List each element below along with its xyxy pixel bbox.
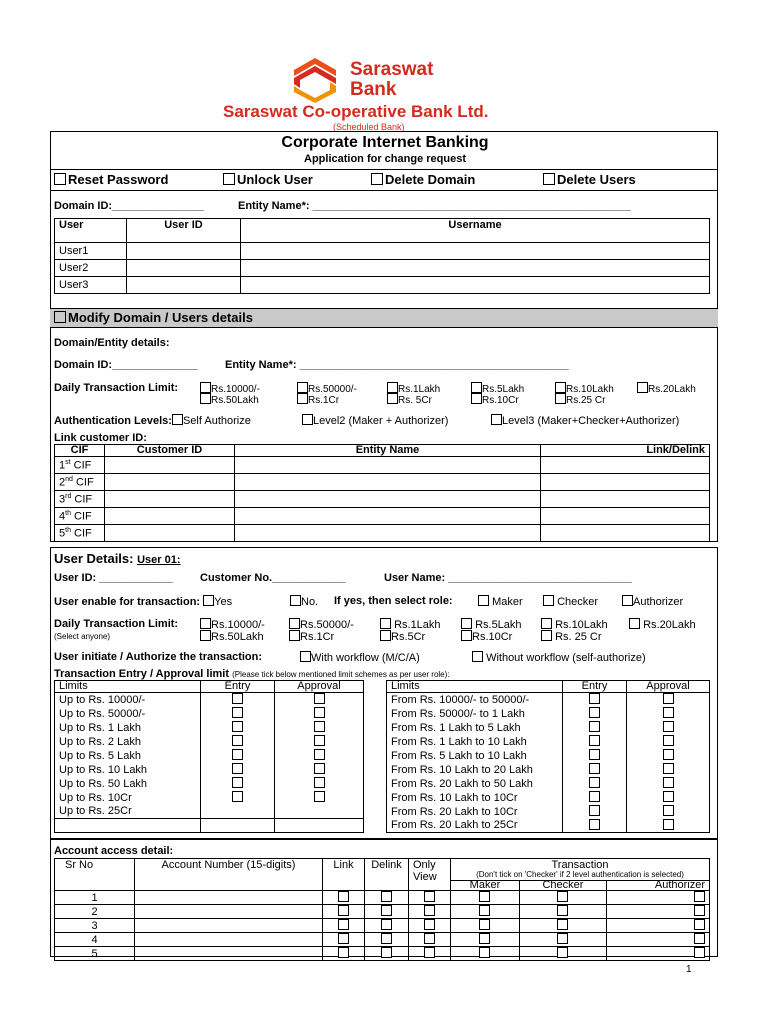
link-checkbox[interactable] (338, 919, 349, 930)
limit-option[interactable]: Rs.20Lakh (629, 618, 696, 631)
modify-domain-checkbox[interactable] (54, 311, 66, 323)
domain-id-field[interactable]: Domain ID:_______________ (54, 200, 204, 212)
table-row: 4 (55, 933, 135, 947)
table-row: From Rs. 20 Lakh to 10Cr (387, 805, 563, 819)
entry-checkbox[interactable] (589, 777, 600, 788)
table-row: Up to Rs. 50000/- (55, 707, 201, 721)
user-details-heading: User Details: User 01: (54, 551, 181, 566)
table-row: From Rs. 20 Lakh to 50 Lakh (387, 777, 563, 791)
with-workflow-option[interactable]: With workflow (M/C/A) (300, 651, 420, 664)
account-table (54, 858, 710, 961)
only-view-checkbox[interactable] (424, 947, 435, 958)
right-limits-table (386, 680, 710, 833)
auth-levels-label: Authentication Levels: (54, 415, 172, 427)
modify-daily-limit-label: Daily Transaction Limit: (54, 382, 179, 394)
table-row: 5 (55, 947, 135, 961)
approval-checkbox[interactable] (314, 791, 325, 802)
limit-option[interactable]: Rs.5Cr (380, 630, 425, 643)
authorizer-checkbox[interactable] (694, 919, 705, 930)
limits-col-header: Limits (387, 681, 563, 693)
limit-option[interactable]: Rs.1Lakh (380, 618, 441, 631)
delete-users-checkbox[interactable] (543, 173, 555, 185)
table-row: 2 (55, 905, 135, 919)
approval-col-header: Approval (275, 681, 364, 693)
approval-checkbox[interactable] (663, 721, 674, 732)
role-checker-option[interactable]: Checker (543, 595, 598, 608)
approval-checkbox[interactable] (663, 693, 674, 704)
approval-checkbox[interactable] (314, 735, 325, 746)
delete-domain-option[interactable]: Delete Domain (371, 172, 475, 187)
cif-table (54, 444, 710, 542)
link-checkbox[interactable] (338, 933, 349, 944)
approval-checkbox[interactable] (663, 791, 674, 802)
transaction-col-header: Transaction (Don't tick on 'Checker' if 2 level authentication is selected) (451, 859, 710, 881)
level2-option[interactable]: Level2 (Maker + Authorizer) (302, 414, 448, 427)
entity-name-field[interactable]: Entity Name*: ____________________________________________________ (238, 200, 631, 212)
entry-col-header: Entry (563, 681, 627, 693)
table-row: From Rs. 5 Lakh to 10 Lakh (387, 749, 563, 763)
entry-checkbox[interactable] (589, 693, 600, 704)
user-table (54, 218, 710, 294)
checker-checkbox[interactable] (557, 891, 568, 902)
userid-col-header: User ID (127, 219, 241, 243)
modify-entity-name-field[interactable]: Entity Name*: ____________________________________________ (225, 359, 569, 371)
entity-name-col-header: Entity Name (235, 445, 541, 457)
table-row: Up to Rs. 50 Lakh (55, 777, 201, 791)
user-id-field[interactable]: User ID: ____________ (54, 572, 173, 584)
bank-name-line2: Bank (350, 79, 397, 100)
select-anyone-note: (Select anyone) (54, 632, 111, 641)
table-row: Up to Rs. 10000/- (55, 693, 201, 707)
only-view-checkbox[interactable] (424, 891, 435, 902)
limit-option[interactable]: Rs. 25 Cr (541, 630, 602, 643)
limit-option[interactable]: Rs.25 Cr (555, 393, 605, 406)
modify-domain-option[interactable]: Modify Domain / Users details (54, 310, 253, 325)
self-authorize-checkbox[interactable] (172, 414, 183, 425)
limit-option[interactable]: Rs. 5Cr (387, 393, 432, 406)
left-limits-table (54, 680, 364, 833)
table-row: Up to Rs. 10 Lakh (55, 763, 201, 777)
bank-logo (290, 56, 340, 104)
table-row: From Rs. 1 Lakh to 10 Lakh (387, 735, 563, 749)
approval-col-header: Approval (627, 681, 710, 693)
limit-option[interactable]: Rs.1Cr (297, 393, 339, 406)
limit-option[interactable]: Rs.50Lakh (200, 393, 259, 406)
table-row: 1st CIF (55, 457, 105, 474)
domain-entity-details-label: Domain/Entity details: (54, 337, 170, 349)
approval-checkbox[interactable] (663, 777, 674, 788)
account-access-title: Account access detail: (54, 845, 174, 857)
select-role-label: If yes, then select role: (334, 595, 453, 607)
table-row: 1 (55, 891, 135, 905)
table-row: From Rs. 1 Lakh to 5 Lakh (387, 721, 563, 735)
delink-checkbox[interactable] (381, 947, 392, 958)
delink-col-header: Delink (365, 859, 409, 891)
approval-checkbox[interactable] (663, 707, 674, 718)
delink-checkbox[interactable] (381, 919, 392, 930)
limit-option[interactable]: Rs.5Lakh (471, 382, 524, 395)
checker-checkbox[interactable] (557, 947, 568, 958)
entry-checkbox[interactable] (589, 721, 600, 732)
entry-checkbox[interactable] (232, 791, 243, 802)
limit-option[interactable]: Rs.10000/- (200, 618, 265, 631)
entry-checkbox[interactable] (589, 735, 600, 746)
approval-checkbox[interactable] (663, 805, 674, 816)
entry-checkbox[interactable] (232, 693, 243, 704)
entry-checkbox[interactable] (589, 763, 600, 774)
enable-yes-checkbox[interactable] (203, 595, 214, 606)
link-checkbox[interactable] (338, 947, 349, 958)
user-name-field[interactable]: User Name: ______________________________ (384, 572, 632, 584)
entry-checkbox[interactable] (232, 707, 243, 718)
approval-checkbox[interactable] (663, 735, 674, 746)
bank-name-line1: Saraswat (350, 59, 434, 80)
checker-checkbox[interactable] (557, 905, 568, 916)
delete-users-option[interactable]: Delete Users (543, 172, 636, 187)
limit-option[interactable]: Rs.1Cr (289, 630, 334, 643)
delink-checkbox[interactable] (381, 905, 392, 916)
txn-entry-heading: Transaction Entry / Approval limit (Please tick below mentioned limit schemes as per user role): (54, 668, 450, 680)
table-row: Up to Rs. 5 Lakh (55, 749, 201, 763)
customer-no-field[interactable]: Customer No.____________ (200, 572, 346, 584)
table-row: 3rd CIF (55, 491, 105, 508)
user-col-header: User (55, 219, 127, 243)
logo-emblem-icon (290, 56, 340, 104)
only-view-checkbox[interactable] (424, 905, 435, 916)
link-customer-label: Link customer ID: (54, 432, 147, 444)
approval-checkbox[interactable] (314, 693, 325, 704)
approval-checkbox[interactable] (314, 777, 325, 788)
maker-checkbox[interactable] (479, 891, 490, 902)
initiate-label: User initiate / Authorize the transaction: (54, 651, 263, 663)
approval-checkbox[interactable] (314, 763, 325, 774)
only-view-col-header: Only View (409, 859, 451, 891)
limit-option[interactable]: Rs.10Lakh (555, 382, 614, 395)
authorizer-checkbox[interactable] (694, 891, 705, 902)
approval-checkbox[interactable] (663, 763, 674, 774)
txn-note: (Don't tick on 'Checker' if 2 level authentication is selected) (476, 870, 684, 879)
limit-option[interactable]: Rs.10Cr (461, 630, 512, 643)
table-row: 2nd CIF (55, 474, 105, 491)
enable-no-option[interactable]: No. (290, 595, 318, 608)
user-daily-limit-label: Daily Transaction Limit: (54, 618, 179, 630)
entry-checkbox[interactable] (232, 749, 243, 760)
srno-col-header: Sr No (55, 859, 135, 891)
user-number: User 01: (137, 554, 181, 566)
maker-col-header: Maker (451, 881, 520, 891)
approval-checkbox[interactable] (663, 819, 674, 830)
limit-option[interactable]: Rs.20Lakh (637, 382, 696, 395)
unlock-user-checkbox[interactable] (223, 173, 235, 185)
enable-transaction-row: User enable for transaction: Yes (54, 596, 233, 608)
limit-option[interactable]: Rs.1Lakh (387, 382, 440, 395)
maker-checkbox[interactable] (479, 933, 490, 944)
limits-col-header: Limits (55, 681, 201, 693)
authorizer-col-header: Authorizer (606, 881, 709, 891)
link-delink-col-header: Link/Delink (541, 445, 710, 457)
modify-domain-id-field[interactable]: Domain ID:______________ (54, 359, 198, 371)
authorizer-checkbox[interactable] (694, 933, 705, 944)
limit-option[interactable]: Rs.50000/- (297, 382, 357, 395)
table-row: User3 (55, 277, 127, 294)
table-row: 3 (55, 919, 135, 933)
table-row: User2 (55, 260, 127, 277)
limit-option[interactable]: Rs.5Lakh (461, 618, 522, 631)
table-row: Up to Rs. 25Cr (55, 805, 201, 819)
table-row: From Rs. 10 Lakh to 10Cr (387, 791, 563, 805)
limit-option[interactable]: Rs.50Lakh (200, 630, 264, 643)
checker-checkbox[interactable] (557, 933, 568, 944)
auth-levels-row: Authentication Levels: Self Authorize (54, 415, 251, 427)
entry-checkbox[interactable] (589, 707, 600, 718)
table-row: From Rs. 20 Lakh to 25Cr (387, 819, 563, 833)
table-row: 5th CIF (55, 525, 105, 542)
table-row: From Rs. 10 Lakh to 20 Lakh (387, 763, 563, 777)
limit-option[interactable]: Rs.10000/- (200, 382, 260, 395)
delink-checkbox[interactable] (381, 933, 392, 944)
reset-password-checkbox[interactable] (54, 173, 66, 185)
entry-checkbox[interactable] (232, 735, 243, 746)
form-subtitle: Application for change request (304, 153, 466, 165)
role-authorizer-option[interactable]: Authorizer (622, 595, 683, 608)
maker-checkbox[interactable] (479, 947, 490, 958)
table-row: From Rs. 50000/- to 1 Lakh (387, 707, 563, 721)
link-checkbox[interactable] (338, 891, 349, 902)
table-row: 4th CIF (55, 508, 105, 525)
reset-password-option[interactable]: Reset Password (54, 172, 168, 187)
link-checkbox[interactable] (338, 905, 349, 916)
authorizer-checkbox[interactable] (694, 947, 705, 958)
checker-col-header: Checker (519, 881, 606, 891)
entry-checkbox[interactable] (589, 805, 600, 816)
form-title: Corporate Internet Banking (281, 134, 489, 151)
maker-checkbox[interactable] (479, 919, 490, 930)
customer-id-col-header: Customer ID (105, 445, 235, 457)
cif-col-header: CIF (55, 445, 105, 457)
entry-checkbox[interactable] (589, 819, 600, 830)
checker-checkbox[interactable] (557, 919, 568, 930)
entry-checkbox[interactable] (589, 749, 600, 760)
maker-checkbox[interactable] (479, 905, 490, 916)
delete-domain-checkbox[interactable] (371, 173, 383, 185)
only-view-checkbox[interactable] (424, 919, 435, 930)
approval-checkbox[interactable] (663, 749, 674, 760)
approval-checkbox[interactable] (314, 707, 325, 718)
entry-col-header: Entry (201, 681, 275, 693)
entry-checkbox[interactable] (232, 777, 243, 788)
approval-checkbox[interactable] (314, 721, 325, 732)
authorizer-checkbox[interactable] (694, 905, 705, 916)
username-col-header: Username (241, 219, 710, 243)
page-number: 1 (686, 964, 692, 975)
approval-checkbox[interactable] (314, 749, 325, 760)
table-row: Up to Rs. 2 Lakh (55, 735, 201, 749)
entry-checkbox[interactable] (232, 763, 243, 774)
unlock-user-option[interactable]: Unlock User (223, 172, 313, 187)
scheduled-label: (Scheduled Bank) (333, 122, 405, 132)
entry-checkbox[interactable] (232, 721, 243, 732)
table-row: Up to Rs. 10Cr (55, 791, 201, 805)
without-workflow-option[interactable]: Without workflow (self-authorize) (472, 651, 646, 664)
delink-checkbox[interactable] (381, 891, 392, 902)
level3-option[interactable]: Level3 (Maker+Checker+Authorizer) (491, 414, 679, 427)
limit-option[interactable]: Rs.50000/- (289, 618, 354, 631)
limit-option[interactable]: Rs.10Cr (471, 393, 519, 406)
table-row: User1 (55, 243, 127, 260)
only-view-checkbox[interactable] (424, 933, 435, 944)
limit-option[interactable]: Rs.10Lakh (541, 618, 608, 631)
table-row: From Rs. 10000/- to 50000/- (387, 693, 563, 707)
entry-checkbox[interactable] (589, 791, 600, 802)
account-number-col-header: Account Number (15-digits) (135, 859, 323, 891)
link-col-header: Link (323, 859, 365, 891)
table-row: Up to Rs. 1 Lakh (55, 721, 201, 735)
role-maker-option[interactable]: Maker (478, 595, 523, 608)
bank-full-name: Saraswat Co-operative Bank Ltd. (223, 102, 489, 121)
